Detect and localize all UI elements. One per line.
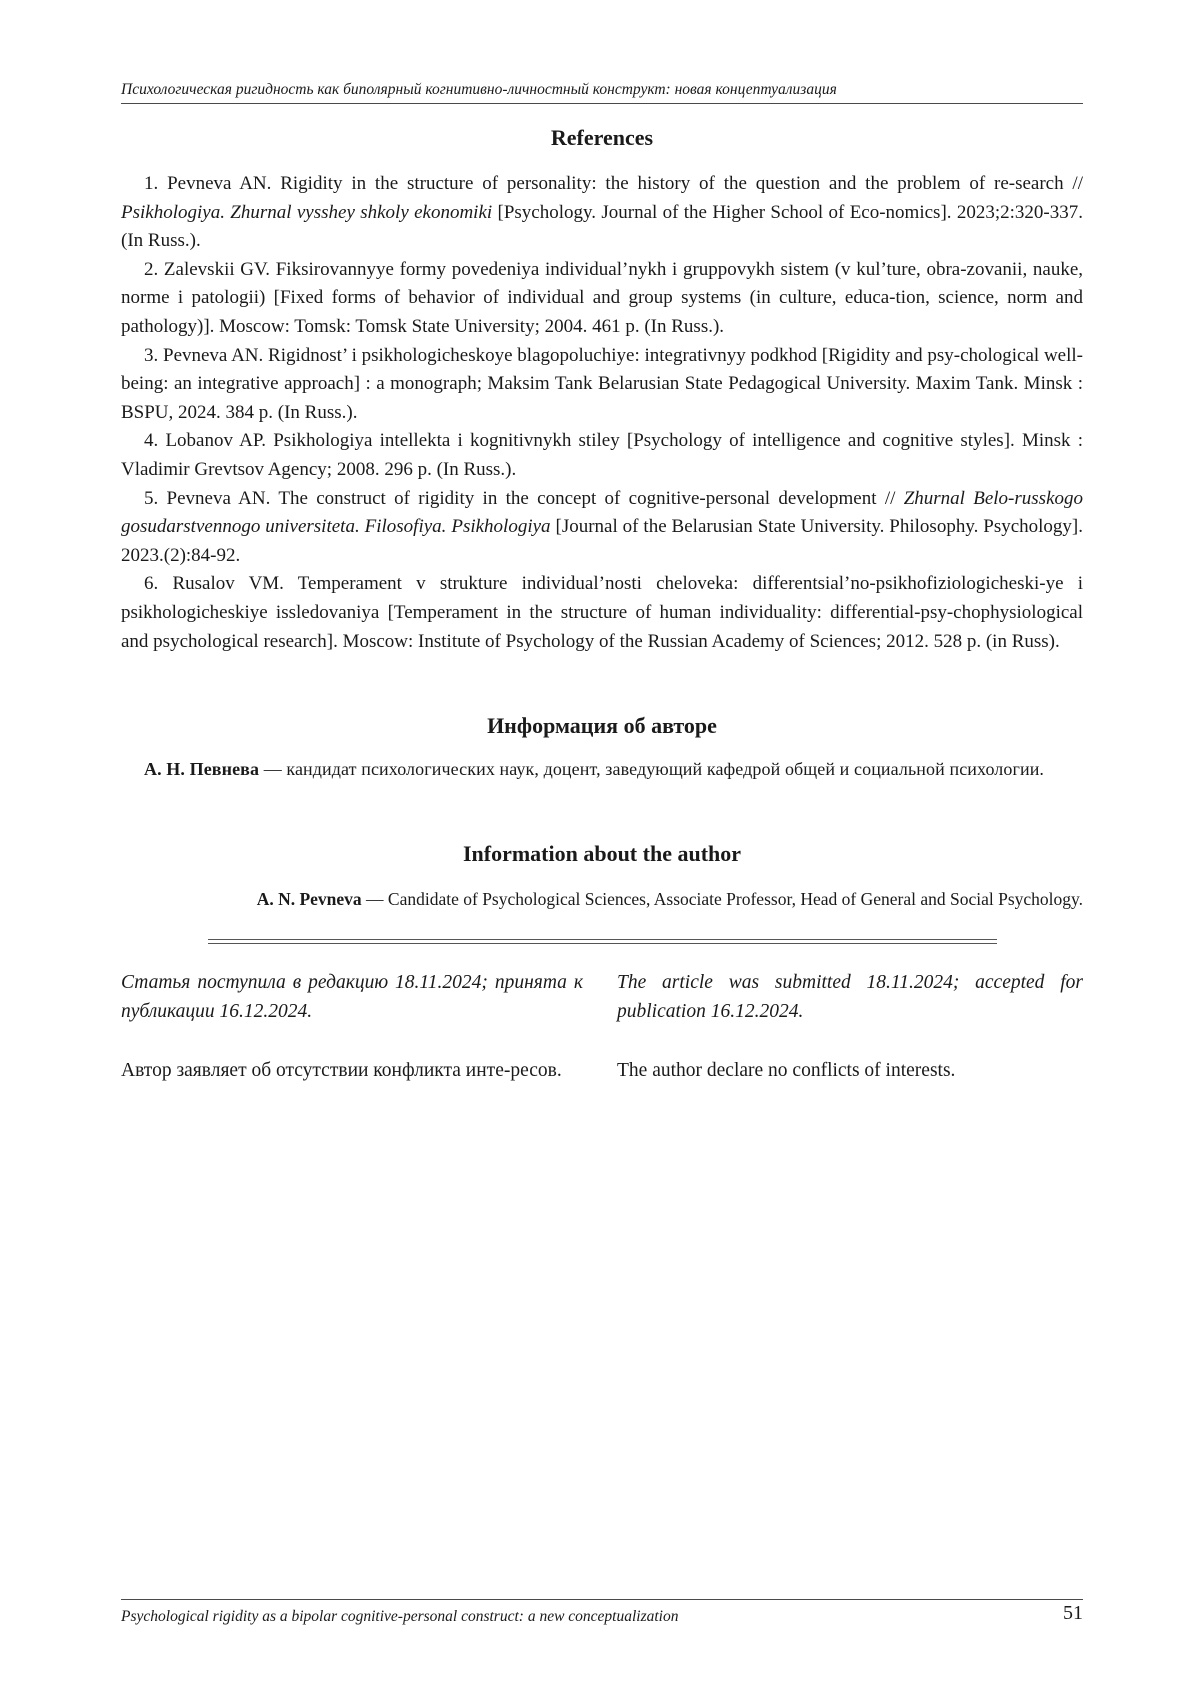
- conflict-statement-en: The author declare no conflicts of interests.: [617, 1060, 956, 1081]
- running-head: Психологическая ригидность как биполярный когнитивно-личностный конструкт: новая концептуализация: [121, 80, 1083, 104]
- reference-item: 3. Pevneva AN. Rigidnost’ i psikhologicheskoye blagopoluchiye: integrativnyy podkhod [Rigidity and psy-chological well-being: an integrative approach] : a monograph; Maksim Tank Belarusian State Pedagogical University. Maxim Tank. Minsk : BSPU, 2024. 384 p. (In Russ.).: [121, 344, 1083, 423]
- received-date-ru: Статья поступила в редакцию 18.11.2024; принята к публикации 16.12.2024.: [121, 972, 583, 1022]
- reference-item: 6. Rusalov VM. Temperament v strukture individual’nosti cheloveka: differentsial’no-psikhofiziologicheski-ye i psikhologicheskiye issledovaniya [Temperament in the structure of human individuality: differential-psy-chophysiological and psychological research]. Moscow: Institute of Psychology of the Russian Academy of Sciences; 2012. 528 p. (in Russ).: [121, 573, 1083, 652]
- author-info-ru: А. Н. Певнева — кандидат психологических наук, доцент, заведующий кафедрой общей и социальной психологии.: [144, 759, 1045, 779]
- author-info-ru-heading: Информация об авторе: [487, 713, 717, 738]
- reference-item: 1. Pevneva AN. Rigidity in the structure of personality: the history of the question and the problem of re-search // Psikhologiya. Zhurnal vysshey shkoly ekonomiki [Psychology. Journal of the Higher School of Eco-nomics]. 2023;2:320-337. (In Russ.).: [121, 173, 1083, 252]
- page-number: 51: [1063, 1602, 1083, 1624]
- reference-item: 5. Pevneva AN. The construct of rigidity in the concept of cognitive-personal development // Zhurnal Belo-russkogo gosudarstvennogo universiteta. Filosofiya. Psikhologiya [Journal of the Belarusian State University. Philosophy. Psychology]. 2023.(2):84-92.: [121, 487, 1084, 566]
- received-date-en: The article was submitted 18.11.2024; accepted for publication 16.12.2024.: [617, 972, 1083, 1022]
- author-name-en: A. N. Pevneva: [256, 889, 362, 909]
- references-heading: References: [550, 125, 654, 150]
- author-info-en: A. N. Pevneva — Candidate of Psychological Sciences, Associate Professor, Head of General and Social Psychology.: [256, 889, 1083, 909]
- running-foot: Psychological rigidity as a bipolar cognitive-personal construct: a new conceptualization: [121, 1599, 1083, 1628]
- section-divider: [208, 939, 997, 944]
- author-info-en-heading: Information about the author: [462, 841, 742, 866]
- author-name-ru: А. Н. Певнева: [144, 759, 260, 779]
- reference-item: 2. Zalevskii GV. Fiksirovannyye formy povedeniya individual’nykh i gruppovykh sistem (v kul’ture, obra-zovanii, nauke, norme i patologii) [Fixed forms of behavior of individual and group systems (in culture, educa-tion, science, norm and pathology)]. Moscow: Tomsk: Tomsk State University; 2004. 461 p. (In Russ.).: [121, 258, 1083, 337]
- journal-page: [121, 0, 1083, 1697]
- conflict-statement-ru: Автор заявляет об отсутствии конфликта инте-ресов.: [121, 1060, 562, 1081]
- references-list: [121, 170, 1083, 656]
- reference-item: 4. Lobanov AP. Psikhologiya intellekta i kognitivnykh stiley [Psychology of intelligence and cognitive styles]. Minsk : Vladimir Grevtsov Agency; 2008. 296 p. (In Russ.).: [121, 430, 1083, 480]
